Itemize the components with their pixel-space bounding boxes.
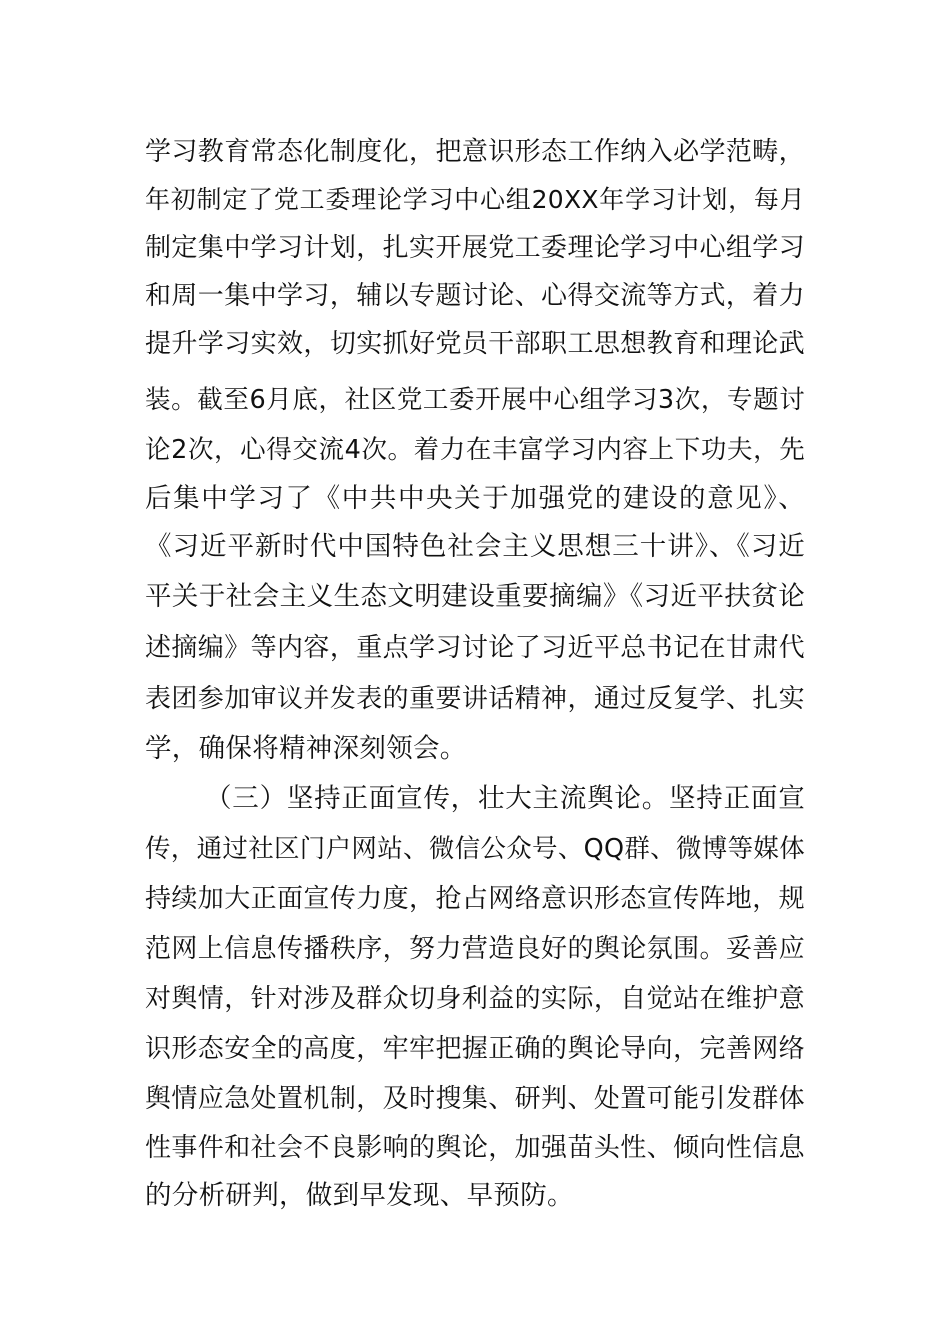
- text-line-12: 表团参加审议并发表的重要讲话精神，通过反复学、扎实: [145, 684, 805, 714]
- text-line-3: 制定集中学习计划，扎实开展党工委理论学习中心组学习: [145, 233, 805, 263]
- text-line-15: 传，通过社区门户网站、微信公众号、QQ群、微博等媒体: [145, 834, 805, 864]
- text-line-1: 学习教育常态化制度化，把意识形态工作纳入必学范畴，: [145, 137, 805, 167]
- text-line-16: 持续加大正面宣传力度，抢占网络意识形态宣传阵地，规: [145, 884, 805, 914]
- text-line-17: 范网上信息传播秩序，努力营造良好的舆论氛围。妥善应: [145, 934, 805, 964]
- text-line-19: 识形态安全的高度，牢牢把握正确的舆论导向，完善网络: [145, 1034, 805, 1064]
- text-line-11: 述摘编》等内容，重点学习讨论了习近平总书记在甘肃代: [145, 633, 805, 663]
- text-line-8: 后集中学习了《中共中央关于加强党的建设的意见》、: [145, 483, 805, 514]
- text-line-5: 提升学习实效，切实抓好党员干部职工思想教育和理论武: [145, 329, 805, 359]
- text-line-22: 的分析研判，做到早发现、早预防。: [145, 1180, 574, 1211]
- text-line-21: 性事件和社会不良影响的舆论，加强苗头性、倾向性信息: [145, 1133, 805, 1163]
- text-line-10: 平关于社会主义生态文明建设重要摘编》《习近平扶贫论: [145, 581, 805, 612]
- text-line-13: 学，确保将精神深刻领会。: [145, 733, 467, 764]
- text-line-7: 论2次，心得交流4次。着力在丰富学习内容上下功夫，先: [145, 435, 805, 465]
- text-line-4: 和周一集中学习，辅以专题讨论、心得交流等方式，着力: [145, 281, 805, 311]
- text-line-2: 年初制定了党工委理论学习中心组20XX年学习计划，每月: [145, 185, 805, 214]
- text-line-18: 对舆情，针对涉及群众切身利益的实际，自觉站在维护意: [145, 984, 805, 1014]
- text-line-6: 装。截至6月底，社区党工委开展中心组学习3次，专题讨: [145, 385, 805, 415]
- text-line-20: 舆情应急处置机制，及时搜集、研判、处置可能引发群体: [145, 1084, 805, 1114]
- section-heading-line: （三）坚持正面宣传，壮大主流舆论。坚持正面宣: [205, 783, 805, 814]
- text-line-9: 《习近平新时代中国特色社会主义思想三十讲》、《习近: [145, 531, 805, 562]
